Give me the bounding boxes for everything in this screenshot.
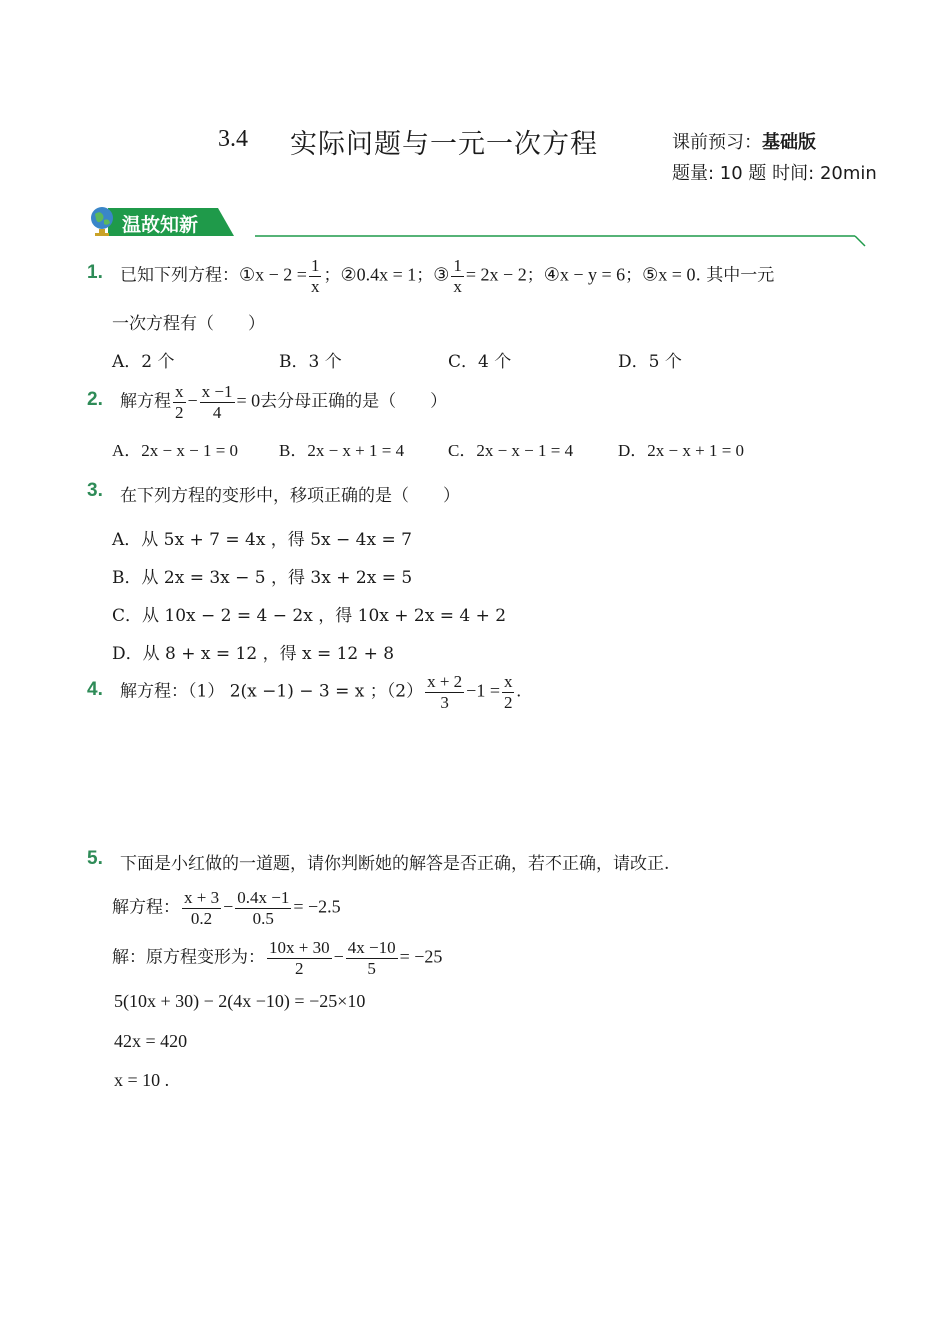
numerator: x −1 bbox=[201, 382, 233, 401]
equation-part: . bbox=[516, 680, 521, 701]
solution-line bbox=[112, 888, 341, 928]
fraction bbox=[309, 256, 322, 296]
equation-2: ②0.4x = 1 bbox=[340, 264, 417, 285]
equation-part: x − 2 = bbox=[255, 264, 307, 285]
fraction bbox=[182, 888, 221, 928]
stem-text: 解方程 bbox=[120, 391, 171, 412]
equation-part: = 2x − 2 bbox=[465, 264, 527, 285]
question-number: 4. bbox=[87, 679, 103, 700]
denominator: x bbox=[453, 276, 462, 296]
quiz-meta bbox=[672, 159, 877, 185]
preview-meta bbox=[672, 128, 816, 154]
option-a[interactable]: A．2x − x − 1 = 0 bbox=[112, 441, 239, 460]
option-d[interactable]: D．2x − x + 1 = 0 bbox=[618, 441, 745, 460]
option-a[interactable]: A．从 5x + 7 = 4x ，得 5x − 4x = 7 bbox=[112, 530, 412, 550]
numerator: 1 bbox=[310, 256, 320, 275]
preview-label: 课前预习： bbox=[672, 132, 762, 153]
numerator: x + 2 bbox=[427, 672, 463, 691]
option-d[interactable]: D．5 个 bbox=[618, 352, 682, 372]
separator: ； bbox=[323, 265, 341, 286]
denominator: 0.5 bbox=[252, 908, 274, 928]
banner-rule bbox=[255, 232, 867, 248]
separator: ； bbox=[416, 265, 434, 286]
fraction bbox=[451, 256, 464, 296]
denominator: 0.2 bbox=[190, 908, 213, 928]
question-number: 1. bbox=[87, 262, 103, 283]
edition-label: 基础版 bbox=[762, 132, 816, 153]
question-count: 题量: 10 题 bbox=[672, 163, 767, 184]
section-number: 3.4 bbox=[218, 126, 248, 152]
equation-part: = −2.5 bbox=[293, 896, 341, 917]
fraction bbox=[173, 382, 186, 422]
question-number: 3. bbox=[87, 480, 103, 501]
line-label: 解：原方程变形为： bbox=[112, 947, 265, 968]
option-d[interactable]: D．从 8 + x = 12 ，得 x = 12 + 8 bbox=[112, 644, 395, 664]
operator: − bbox=[223, 896, 234, 917]
banner-label: 温故知新 bbox=[122, 214, 199, 236]
numerator: 10x + 30 bbox=[269, 938, 330, 957]
separator: ； bbox=[625, 265, 643, 286]
fraction bbox=[425, 672, 464, 712]
equation-label: ① bbox=[239, 264, 256, 285]
stem-text: 解方程：（1） 2(x −1) − 3 = x ；（2） bbox=[120, 681, 424, 702]
stem-text: 去分母正确的是（ ） bbox=[260, 391, 448, 412]
equation-part: = −25 bbox=[399, 946, 443, 967]
option-c[interactable]: C．2x − x − 1 = 4 bbox=[448, 441, 574, 460]
globe-icon bbox=[88, 204, 116, 238]
question-4-stem bbox=[120, 672, 521, 712]
denominator: x bbox=[310, 276, 320, 296]
equation-label: ③ bbox=[433, 264, 450, 285]
solution-line bbox=[112, 938, 442, 978]
question-1-stem bbox=[120, 256, 774, 296]
stem-text: . 其中一元 bbox=[695, 265, 775, 286]
fraction bbox=[502, 672, 515, 712]
time-limit: 时间: 20min bbox=[772, 163, 877, 184]
operator: − bbox=[333, 946, 344, 967]
option-b[interactable]: B．从 2x = 3x − 5 ，得 3x + 2x = 5 bbox=[112, 568, 413, 588]
numerator: 0.4x −1 bbox=[237, 888, 290, 907]
option-b[interactable]: B．2x − x + 1 = 4 bbox=[279, 441, 405, 460]
denominator: 5 bbox=[367, 958, 376, 978]
denominator: 4 bbox=[212, 402, 222, 422]
numerator: x + 3 bbox=[184, 888, 220, 907]
separator: ； bbox=[526, 265, 544, 286]
fraction bbox=[346, 938, 398, 978]
stem-text: 在下列方程的变形中，移项正确的是（ ） bbox=[120, 486, 460, 506]
fraction bbox=[200, 382, 235, 422]
option-c[interactable]: C．从 10x − 2 = 4 − 2x ，得 10x + 2x = 4 + 2 bbox=[112, 606, 507, 626]
solution-line: x = 10 . bbox=[114, 1070, 170, 1090]
question-number: 5. bbox=[87, 848, 103, 869]
option-b[interactable]: B．3 个 bbox=[279, 352, 342, 372]
numerator: 4x −10 bbox=[347, 938, 396, 957]
solution-line: 42x = 420 bbox=[114, 1031, 188, 1051]
equation-part: = 0 bbox=[236, 390, 261, 411]
denominator: 2 bbox=[503, 692, 513, 712]
operator: − bbox=[187, 390, 198, 411]
fraction bbox=[267, 938, 332, 978]
page-title: 实际问题与一元一次方程 bbox=[290, 129, 598, 160]
numerator: x bbox=[175, 382, 184, 401]
option-c[interactable]: C．4 个 bbox=[448, 352, 512, 372]
denominator: 2 bbox=[295, 958, 304, 978]
denominator: 2 bbox=[175, 402, 184, 422]
option-a[interactable]: A．2 个 bbox=[112, 352, 175, 372]
stem-text: 一次方程有（ ） bbox=[112, 314, 265, 334]
question-number: 2. bbox=[87, 389, 103, 410]
equation-5: ⑤x = 0 bbox=[642, 264, 696, 285]
question-2-stem bbox=[120, 382, 447, 422]
denominator: 3 bbox=[440, 692, 449, 712]
numerator: x bbox=[503, 672, 513, 691]
numerator: 1 bbox=[453, 256, 462, 275]
line-label: 解方程： bbox=[112, 897, 180, 918]
solution-line: 5(10x + 30) − 2(4x −10) = −25×10 bbox=[114, 991, 366, 1011]
stem-text: 已知下列方程： bbox=[120, 265, 239, 286]
fraction bbox=[235, 888, 291, 928]
stem-text: 下面是小红做的一道题，请你判断她的解答是否正确，若不正确，请改正. bbox=[120, 854, 670, 874]
equation-4: ④x − y = 6 bbox=[543, 264, 626, 285]
equation-part: −1 = bbox=[466, 680, 500, 701]
